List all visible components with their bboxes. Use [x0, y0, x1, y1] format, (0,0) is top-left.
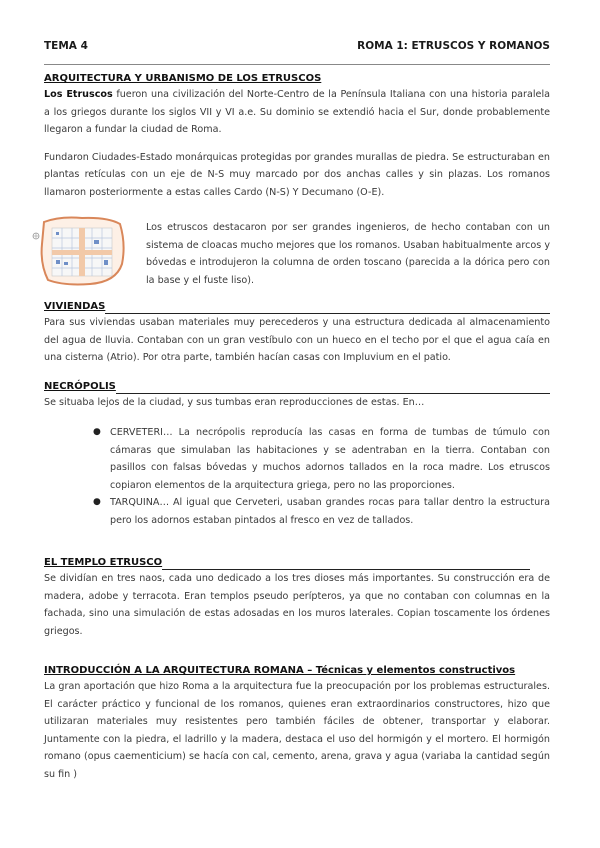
cities-paragraph: Fundaron Ciudades-Estado monárquicas protegidas por grandes murallas de piedra. Se estructuraban en plantas retículas con un eje de N-S muy marcado por dos anchas calles y sin plazas. Los romanos llamaron posteriormente a estas calles Cardo (N-S) Y Decumano (O-E). — [44, 151, 550, 198]
section-necropolis — [44, 380, 550, 412]
section-viviendas — [44, 300, 550, 367]
bullet-icon: ● — [93, 497, 101, 507]
topic-label: TEMA 4 — [44, 40, 88, 52]
necropolis-list — [90, 424, 550, 529]
section-heading: INTRODUCCIÓN A LA ARQUITECTURA ROMANA – Técnicas y elementos constructivos — [44, 665, 516, 676]
chapter-title: ROMA 1: ETRUSCOS Y ROMANOS — [357, 40, 550, 52]
section-heading — [44, 380, 550, 394]
intro-text: fueron una civilización del Norte-Centro de la Península Italiana con una historia paralela a los griegos durante los siglos VII y VI a.e. Su dominio se extendió hacia el Sur, donde probablemente llegaron a fundar la ciudad de Roma. — [44, 89, 550, 135]
heading-underline — [105, 302, 550, 314]
section-heading: ARQUITECTURA Y URBANISMO DE LOS ETRUSCOS — [44, 73, 322, 84]
roman-paragraph: La gran aportación que hizo Roma a la arquitectura fue la preocupación por los problemas estructurales. El carácter práctico y funcional de los romanos, quienes eran extraordinarios constructores, hizo que utilizaran materiales muy resistentes pero también fáciles de obtener, transportar y elaborar. Juntamente con la piedra, el ladrillo y la madera, destaca el uso del hormigón y el mortero. El hormigón romano (opus caementicium) se hacía con cal, cemento, arena, grava y agua (variaba la cantidad según su fin ) — [44, 681, 550, 780]
heading-text: VIVIENDAS — [44, 301, 106, 312]
engineering-paragraph: Los etruscos destacaron por ser grandes ingenieros, de hecho contaban con un sistema de cloacas mucho mejores que los romanos. Usaban habitualmente arcos y bóvedas e introdujeron la columna de orden toscano (parecida a la dórica pero con la base y el fuste liso). — [146, 222, 550, 286]
viviendas-paragraph: Para sus viviendas usaban materiales muy perecederos y una estructura dedicada al almacenamiento del agua de lluvia. Contaban con un gran vestíbulo con un hueco en el techo por el que el agua caía en una cisterna (Atrio). Por otra parte, también hacían casas con Impluvium en el patio. — [44, 317, 550, 363]
heading-underline — [116, 382, 550, 394]
heading-text: EL TEMPLO ETRUSCO — [44, 557, 163, 568]
heading-underline — [162, 558, 530, 570]
section-heading — [44, 300, 550, 314]
necropolis-intro: Se situaba lejos de la ciudad, y sus tumbas eran reproducciones de estas. En… — [44, 397, 425, 408]
list-item — [90, 424, 550, 494]
section-heading — [44, 556, 530, 570]
list-item — [90, 494, 550, 529]
intro-paragraph — [44, 86, 550, 139]
page-header — [44, 40, 550, 58]
list-item-text: TARQUINA… Al igual que Cerveteri, usaban grandes rocas para tallar dentro la estructura pero los adornos estaban pintados al fresco en vez de tallados. — [110, 497, 550, 526]
engineering-block — [146, 219, 550, 289]
header-rule — [44, 64, 550, 65]
etruscan-city-plan-image — [30, 214, 130, 288]
section-roman-architecture — [44, 664, 550, 783]
bold-term: Los Etruscos — [44, 89, 113, 100]
heading-text: NECRÓPOLIS — [44, 381, 116, 392]
temple-paragraph: Se dividían en tres naos, cada uno dedicado a los tres dioses más importantes. Su construcción era de madera, adobe y terracota. Eran templos pseudo perípteros, ya que no contaban con columnas en la fachada, sino una simulación de estas adosadas en los muros laterales. Copian toscamente los órdenes griegos. — [44, 573, 550, 637]
bullet-icon: ● — [93, 427, 101, 437]
section-temple — [44, 556, 550, 640]
section-etruscan-architecture — [44, 72, 550, 201]
list-item-text: CERVETERI… La necrópolis reproducía las casas en forma de tumbas de túmulo con cámaras que simulaban las habitaciones y se adentraban en la tierra. Contaban con pasillos con falsas bóvedas y muchos adornos tallados en la roca madre. Los etruscos copiaron elementos de la arquitectura griega, pero no las proporciones. — [110, 427, 550, 491]
